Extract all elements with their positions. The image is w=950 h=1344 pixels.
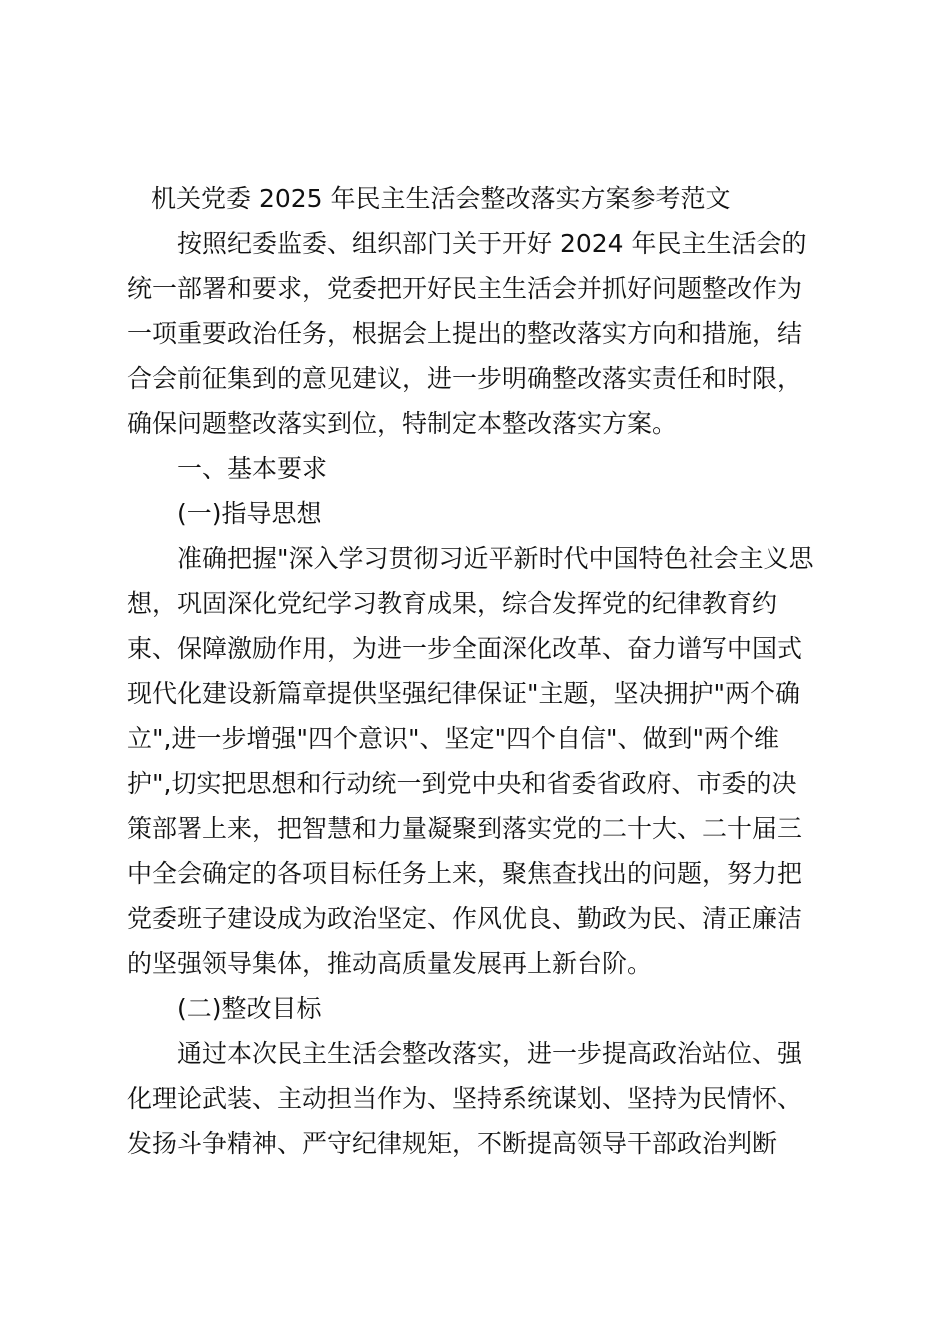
text-line: 化理论武装、主动担当作为、坚持系统谋划、坚持为民情怀、 (127, 1084, 803, 1113)
text-line: 统一部署和要求，党委把开好民主生活会并抓好问题整改作为 (127, 274, 803, 303)
text-line: 确保问题整改落实到位，特制定本整改落实方案。 (127, 409, 678, 438)
text-line: 的坚强领导集体，推动高质量发展再上新台阶。 (127, 949, 653, 978)
text-line: 准确把握"深入学习贯彻习近平新时代中国特色社会主义思 (177, 544, 814, 573)
document-title: 机关党委 2025 年民主生活会整改落实方案参考范文 (151, 184, 731, 213)
text-line: 合会前征集到的意见建议，进一步明确整改落实责任和时限， (127, 364, 803, 393)
text-line: 想，巩固深化党纪学习教育成果，综合发挥党的纪律教育约 (127, 589, 778, 618)
text-line: 立",进一步增强"四个意识"、坚定"四个自信"、做到"两个维 (127, 724, 779, 753)
text-line: 中全会确定的各项目标任务上来，聚焦查找出的问题，努力把 (127, 859, 803, 888)
text-line: 通过本次民主生活会整改落实，进一步提高政治站位、强 (177, 1039, 803, 1068)
text-line: 现代化建设新篇章提供坚强纪律保证"主题，坚决拥护"两个确 (127, 679, 801, 708)
text-line: 护",切实把思想和行动统一到党中央和省委省政府、市委的决 (127, 769, 797, 798)
text-line: 策部署上来，把智慧和力量凝聚到落实党的二十大、二十届三 (127, 814, 803, 843)
rectification-goals-paragraph (127, 1031, 827, 1166)
subsection-heading-guiding-thought: (一)指导思想 (177, 499, 322, 528)
text-line: 一项重要政治任务，根据会上提出的整改落实方向和措施，结 (127, 319, 803, 348)
intro-paragraph (127, 221, 827, 446)
section-heading-basic-requirements: 一、基本要求 (177, 454, 328, 483)
text-line: 按照纪委监委、组织部门关于开好 2024 年民主生活会的 (177, 229, 807, 258)
document-body (127, 176, 827, 1166)
text-line: 束、保障激励作用，为进一步全面深化改革、奋力谱写中国式 (127, 634, 803, 663)
subsection-heading-rectification-goals: (二)整改目标 (177, 994, 322, 1023)
guiding-thought-paragraph (127, 536, 827, 986)
text-line: 党委班子建设成为政治坚定、作风优良、勤政为民、清正廉洁 (127, 904, 803, 933)
text-line: 发扬斗争精神、严守纪律规矩，不断提高领导干部政治判断 (127, 1129, 778, 1158)
